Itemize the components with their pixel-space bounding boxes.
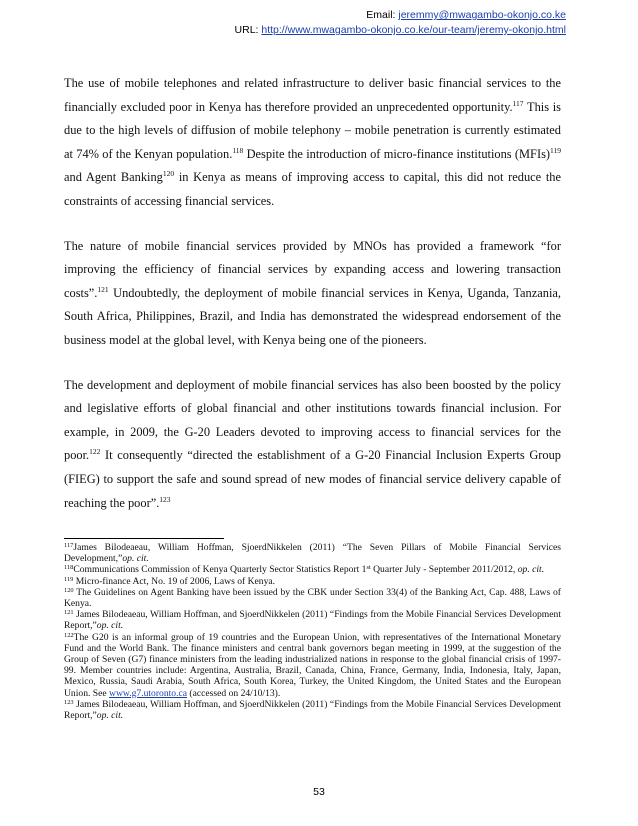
paragraph-text: Despite the introduction of micro-finance institutions (MFIs)	[243, 146, 551, 161]
paragraph-text: and Agent Banking	[64, 170, 163, 185]
footnote-ref-123: 123	[159, 494, 171, 504]
footnote-120	[64, 587, 561, 609]
footnote-text: (accessed on 24/10/13).	[187, 687, 281, 699]
footnote-text: James Bilodeaeau, William Hoffman, SjoerdNikkelen (2011) “The Seven Pillars of Mobile Financial Services Development,”	[64, 542, 561, 565]
email-label: Email:	[366, 9, 399, 21]
paragraph-text: The use of mobile telephones and related infrastructure to deliver basic financial services to the financially excluded poor in Kenya has therefore provided an unprecedented opportunity.	[64, 76, 561, 114]
url-link[interactable]: http://www.mwagambo-okonjo.co.ke/our-team/jeremy-okonjo.html	[261, 24, 566, 36]
footnote-link[interactable]: www.g7.utoronto.ca	[109, 687, 188, 699]
footnote-number: 118	[64, 564, 74, 572]
footnote-122	[64, 632, 561, 699]
page-header	[235, 8, 566, 38]
footnote-123	[64, 699, 561, 721]
footnote-separator	[64, 538, 224, 539]
footnote-number: 122	[64, 631, 74, 639]
footnote-ref-120: 120	[162, 169, 175, 179]
email-line	[235, 8, 566, 23]
footnote-number: 120	[64, 586, 74, 594]
footnote-text: Quarter July - September 2011/2012,	[370, 564, 518, 576]
url-line	[235, 23, 566, 38]
page-number: 53	[313, 786, 325, 798]
url-label: URL:	[234, 24, 262, 36]
footnote-italic: op. cit.	[122, 553, 149, 565]
footnote-118	[64, 564, 561, 575]
body-text	[64, 72, 561, 536]
paragraph-text: The nature of mobile financial services provided by MNOs has provided a framework “for improving the efficiency of financial services by expanding access and lowering transaction costs”.	[64, 238, 561, 300]
paragraph-text: Undoubtedly, the deployment of mobile financial services in Kenya, Uganda, Tanzania, South Africa, Philippines, Brazil, and India has demonstrated the widespread endorsement of the business model at the global level, with Kenya being one of the pioneers.	[64, 285, 561, 347]
footnote-text: The Guidelines on Agent Banking have been issued by the CBK under Section 33(4) of the Banking Act, Cap. 488, Laws of Kenya.	[64, 586, 561, 610]
paragraph-text: This is due to the high levels of diffusion of mobile telephony – mobile penetration is currently estimated at 74% of the Kenyan population.	[64, 99, 562, 161]
paragraph-3	[64, 374, 561, 516]
email-link[interactable]: jeremmy@mwagambo-okonjo.co.ke	[398, 9, 566, 21]
paragraph-text: The development and deployment of mobile financial services has also been boosted by the policy and legislative efforts of global financial and other institutions towards financial inclusion. For example, in 2009, the G-20 Leaders devoted to improving access to financial services for the poor.	[64, 377, 561, 463]
footnote-number: 117	[64, 542, 74, 549]
paragraph-text: in Kenya as means of improving access to capital, this did not reduce the constraints of accessing financial services.	[64, 170, 562, 208]
ordinal-suffix: st	[366, 564, 371, 572]
footnote-ref-121: 121	[97, 284, 109, 294]
footnote-119	[64, 576, 561, 587]
footnote-italic: op. cit.	[96, 620, 124, 632]
footnote-number: 123	[64, 698, 74, 706]
footnote-ref-119: 119	[550, 145, 562, 155]
footnote-text: Micro-finance Act, No. 19 of 2006, Laws of Kenya.	[73, 575, 276, 587]
footnote-italic: op. cit.	[96, 710, 124, 722]
footnote-italic: op. cit.	[517, 564, 545, 576]
footnote-ref-117: 117	[512, 98, 524, 108]
footnote-121	[64, 609, 561, 631]
paragraph-1	[64, 72, 561, 214]
footnote-text: Communications Commission of Kenya Quarterly Sector Statistics Report 1	[73, 564, 367, 576]
footnote-text: The G20 is an informal group of 19 countries and the European Union, with representatives of the International Monetary Fund and the World Bank. The finance ministers and central bank governors began meeting in 1999, at the suggestion of the Group of Seven (G7) finance ministers from the leading industrialized nations in response to the global financial crisis of 1997-99. Member countries include: Argentina, Australia, Brazil, Canada, China, France, Germany, India, Indonesia, Italy, Japan, Mexico, Russia, Saudi Arabia, South Africa, South Korea, Turkey, the United Kingdom, the United States and the European Union. See	[64, 631, 561, 699]
footnote-text: James Bilodeaeau, William Hoffman, and SjoerdNikkelen (2011) “Findings from the Mobile Financial Services Development Report,”	[64, 698, 561, 722]
paragraph-2	[64, 235, 561, 353]
footnote-text: James Bilodeaeau, William Hoffman, and SjoerdNikkelen (2011) “Findings from the Mobile Financial Services Development Report,”	[64, 609, 561, 632]
footnote-ref-118: 118	[232, 145, 244, 155]
footnotes	[64, 542, 561, 721]
footnote-number: 119	[64, 575, 74, 583]
footnote-117	[64, 542, 561, 564]
paragraph-text: It consequently “directed the establishment of a G-20 Financial Inclusion Experts Group (FIEG) to support the safe and sound spread of new modes of financial service delivery capable of reaching the poor”.	[64, 448, 561, 510]
footnote-number: 121	[64, 609, 74, 617]
footnote-ref-122: 122	[89, 447, 101, 457]
